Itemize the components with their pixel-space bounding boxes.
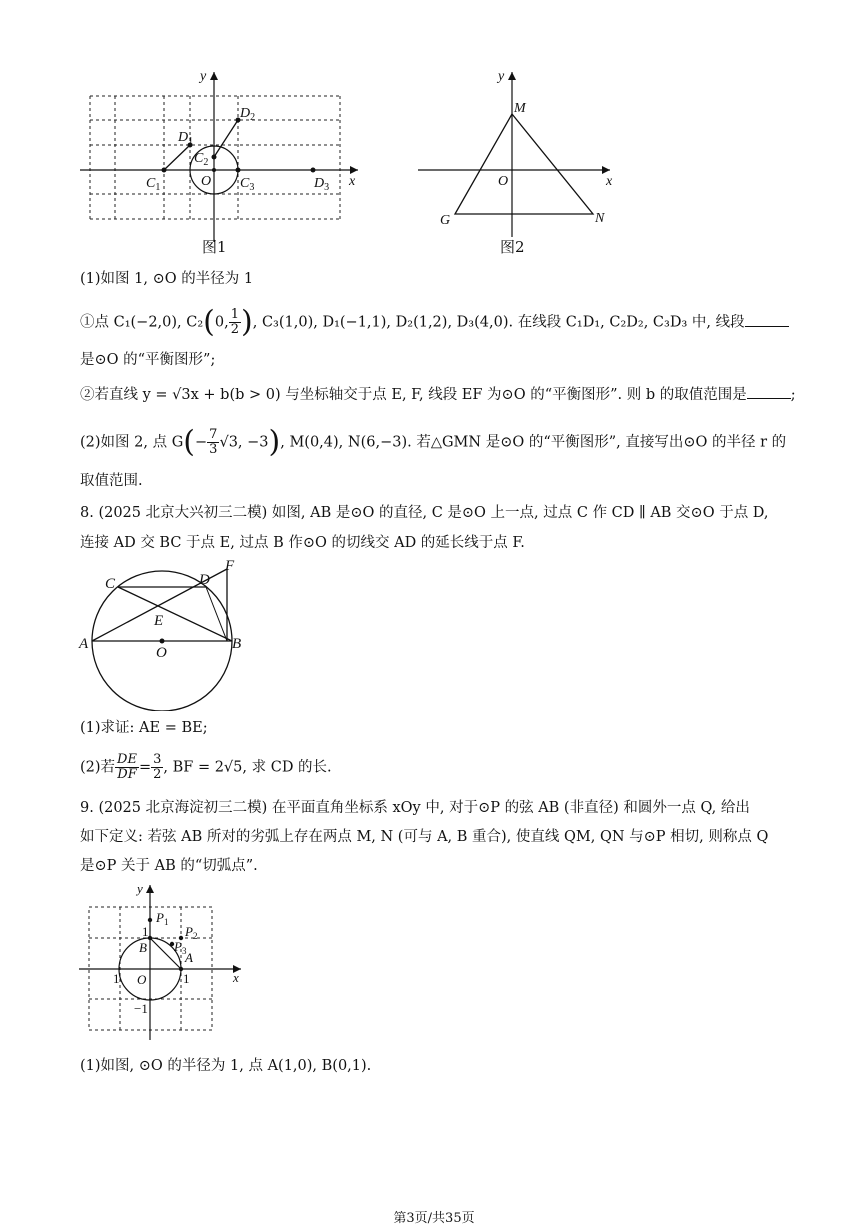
svg-text:P2: $P_2$: [185, 924, 198, 941]
text-line-13: 是⊙P 关于 AB 的“切弧点”.: [80, 858, 258, 874]
label-c: C: [105, 576, 116, 592]
label-m: M: [514, 101, 526, 116]
label-p2: P: [185, 924, 193, 939]
tick-y-1: 1: [142, 924, 149, 939]
label-o: O: [137, 972, 147, 987]
label-c3: C: [240, 176, 250, 191]
tick-x-1: 1: [183, 971, 190, 986]
label-p3: P: [174, 939, 182, 954]
answer-blank: [745, 326, 789, 327]
label-x: x: [349, 174, 356, 189]
label-o: O: [156, 645, 167, 661]
label-d: D: [199, 572, 210, 588]
page-footer: 第3页/共35页: [393, 1211, 475, 1226]
tick-x-neg1: 1: [113, 971, 120, 986]
answer-blank: [747, 398, 791, 399]
label-y: y: [498, 69, 505, 84]
text-line-2: ①点 C₁(−2,0), C₂(0, $\frac{1}{2}$ ), C₃(1,0), D₁(−1,1), D₂(1,2), D₃(4,0). 在线段 C₁D₁, C₂D₂, C₃D₃ 中, 线段: [80, 308, 789, 337]
label-c1: C: [146, 176, 156, 191]
text-line-14: (1)如图, ⊙O 的半径为 1, 点 A(1,0), B(0,1).: [80, 1058, 372, 1074]
text-line-7: 8. (2025 北京大兴初三二模) 如图, AB 是⊙O 的直径, C 是⊙O 上一点, 过点 C 作 CD ∥ AB 交⊙O 于点 D,: [80, 505, 769, 521]
svg-text:C3: $C_3$: [240, 176, 255, 193]
text-line-8: 连接 AD 交 BC 于点 E, 过点 B 作⊙O 的切线交 AD 的延长线于点 F.: [80, 535, 525, 551]
tick-y-neg1: −1: [134, 1001, 148, 1016]
figure-2: [410, 62, 620, 237]
text-line-5: (2)如图 2, 点 G(− $\frac{7}{3}$ √3, −3), M(0,4), N(6,−3). 若△GMN 是⊙O 的“平衡图形”, 直接写出⊙O 的半径 r 的: [80, 424, 787, 460]
figure-2-caption: 图2: [500, 238, 525, 256]
label-y: y: [137, 881, 143, 896]
svg-text:C2: $C_2$: [194, 151, 209, 168]
label-o: O: [201, 174, 212, 189]
label-e: E: [154, 613, 164, 629]
label-d1: D: [178, 130, 189, 145]
svg-text:D3: $D_3$: [314, 176, 330, 193]
label-f: F: [225, 558, 235, 574]
label-a: A: [185, 950, 193, 965]
text-line-11: 9. (2025 北京海淀初三二模) 在平面直角坐标系 xOy 中, 对于⊙P 的弦 AB (非直径) 和圆外一点 Q, 给出: [80, 800, 750, 816]
svg-text:P3: $P_3$: [174, 939, 187, 956]
text-line-1: (1)如图 1, ⊙O 的半径为 1: [80, 271, 254, 287]
text-line-9: (1)求证: AE = BE;: [80, 720, 208, 736]
figure-3: [72, 556, 252, 711]
text-line-6: 取值范围.: [80, 473, 143, 489]
svg-text:P1: $P_1$: [156, 910, 169, 927]
label-c2: C: [194, 151, 204, 166]
text-line-10: (2)若 $\frac{DE}{DF}$ = $\frac{3}{2}$ , BF = 2√5, 求 CD 的长.: [80, 752, 332, 782]
label-a: A: [79, 636, 89, 652]
label-y: y: [200, 69, 207, 84]
figure-4: [74, 880, 254, 1045]
label-x: x: [233, 970, 239, 985]
svg-text:D1: $D_1$: [178, 130, 194, 147]
figure-1: [70, 62, 370, 257]
label-x: x: [606, 174, 613, 189]
figure-1-caption: 图1: [202, 238, 227, 256]
svg-text:D2: $D_2$: [240, 106, 256, 123]
label-n: N: [595, 211, 605, 226]
label-b: B: [232, 636, 242, 652]
text-line-3: 是⊙O 的“平衡图形”;: [80, 352, 216, 368]
label-d2: D: [240, 106, 251, 121]
label-b: B: [139, 940, 147, 955]
svg-text:C1: $C_1$: [146, 176, 161, 193]
label-d3: D: [314, 176, 325, 191]
text-line-4: ②若直线 y = √3x + b(b > 0) 与坐标轴交于点 E, F, 线段 EF 为⊙O 的“平衡图形”. 则 b 的取值范围是 ;: [80, 387, 796, 403]
label-o: O: [498, 174, 509, 189]
label-p1: P: [156, 910, 164, 925]
text-line-12: 如下定义: 若弦 AB 所对的劣弧上存在两点 M, N (可与 A, B 重合), 使直线 QM, QN 与⊙P 相切, 则称点 Q: [80, 829, 769, 845]
label-g: G: [440, 213, 451, 228]
